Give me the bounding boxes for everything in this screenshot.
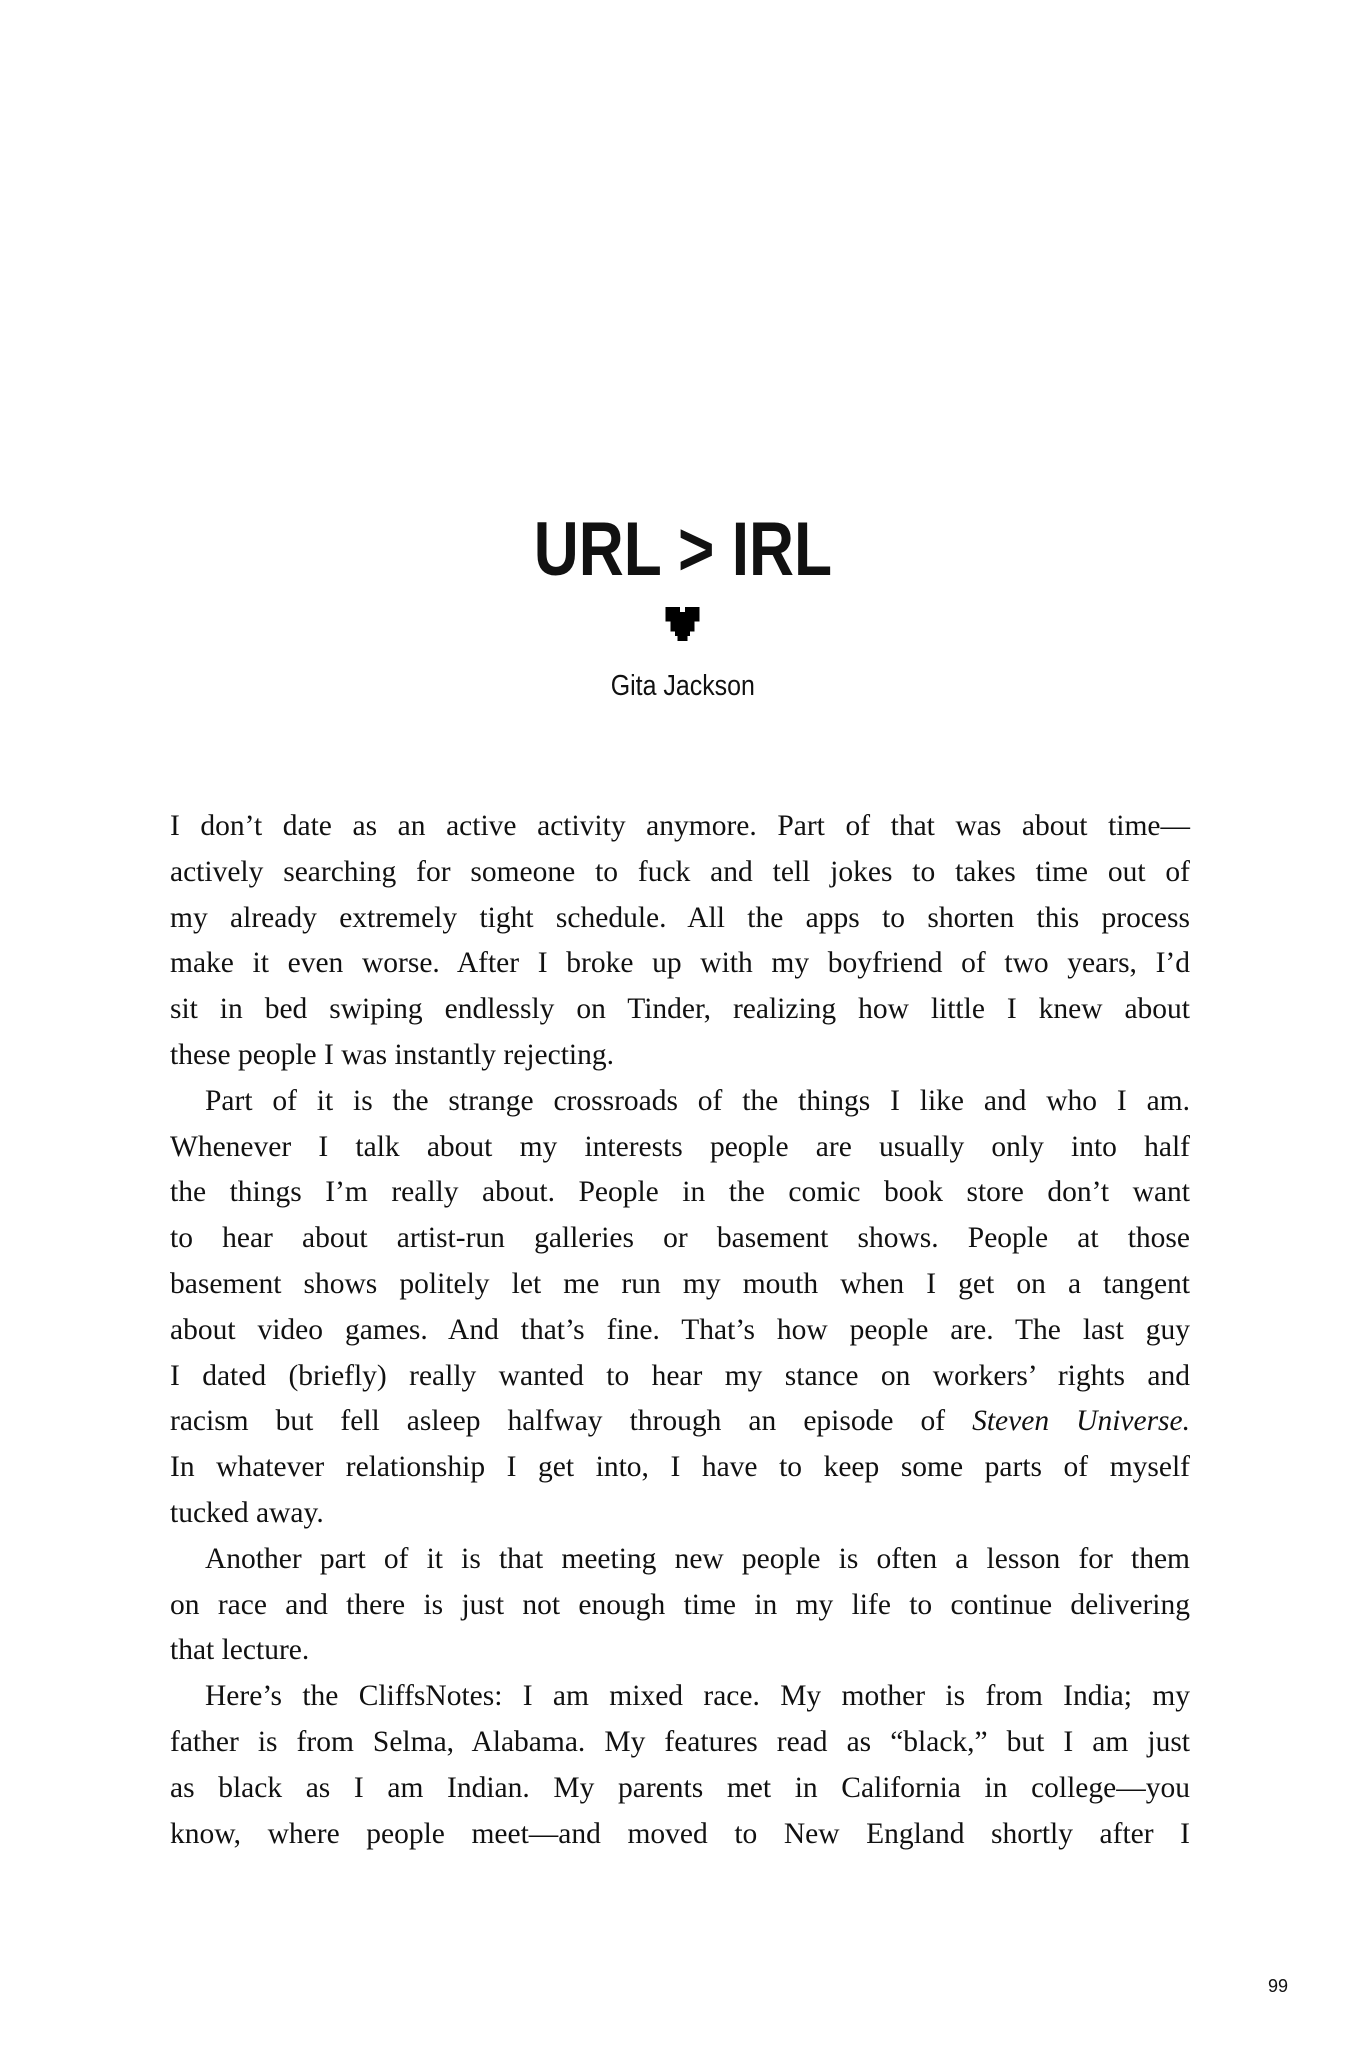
- text-line: Part of it is the strange crossroads of the things I like and who I am.: [205, 1084, 1190, 1117]
- text-line: know, where people meet—and moved to New England shortly after I: [170, 1817, 1190, 1850]
- text-line: tucked away.: [170, 1496, 324, 1529]
- text-line: In whatever relationship I get into, I have to keep some parts of myself: [170, 1451, 1190, 1484]
- pixel-heart-icon: [665, 607, 700, 641]
- text-line: my already extremely tight schedule. All the apps to shorten this process: [170, 901, 1190, 934]
- author-name-text: Gita Jackson: [610, 670, 755, 702]
- text-line: as black as I am Indian. My parents met in California in college—you: [170, 1771, 1190, 1804]
- text-line: father is from Selma, Alabama. My features read as “black,” but I am just: [170, 1725, 1190, 1758]
- show-title-italic: Steven Universe.: [972, 1405, 1191, 1438]
- chapter-title: [0, 505, 1365, 595]
- text-line: sit in bed swiping endlessly on Tinder, realizing how little I knew about: [170, 993, 1190, 1026]
- text-line: Whenever I talk about my interests people are usually only into half: [170, 1130, 1190, 1163]
- text-line: on race and there is just not enough time in my life to continue delivering: [170, 1588, 1190, 1621]
- text-line: basement shows politely let me run my mouth when I get on a tangent: [170, 1267, 1190, 1300]
- text-line: the things I’m really about. People in the comic book store don’t want: [170, 1176, 1190, 1209]
- text-line: make it even worse. After I broke up with my boyfriend of two years, I’d: [170, 947, 1190, 980]
- text-line: I don’t date as an active activity anymore. Part of that was about time—: [170, 810, 1190, 842]
- text-segment: racism but fell asleep halfway through an episode of: [170, 1405, 973, 1438]
- text-line: about video games. And that’s fine. That’s how people are. The last guy: [170, 1313, 1190, 1346]
- text-line: actively searching for someone to fuck and tell jokes to takes time out of: [170, 855, 1190, 888]
- text-line: Another part of it is that meeting new people is often a lesson for them: [205, 1542, 1190, 1575]
- page-number: 99: [1268, 1976, 1289, 1996]
- text-line: [170, 1399, 1190, 1445]
- text-line: I dated (briefly) really wanted to hear my stance on workers’ rights and: [170, 1359, 1190, 1392]
- text-line: these people I was instantly rejecting.: [170, 1038, 614, 1071]
- author-name: [0, 668, 1365, 704]
- chapter-title-text: URL > IRL: [533, 507, 832, 592]
- body-text: [170, 804, 1190, 1857]
- text-line: that lecture.: [170, 1634, 310, 1667]
- text-line: Here’s the CliffsNotes: I am mixed race. My mother is from India; my: [205, 1680, 1190, 1713]
- text-line: to hear about artist-run galleries or basement shows. People at those: [170, 1222, 1190, 1255]
